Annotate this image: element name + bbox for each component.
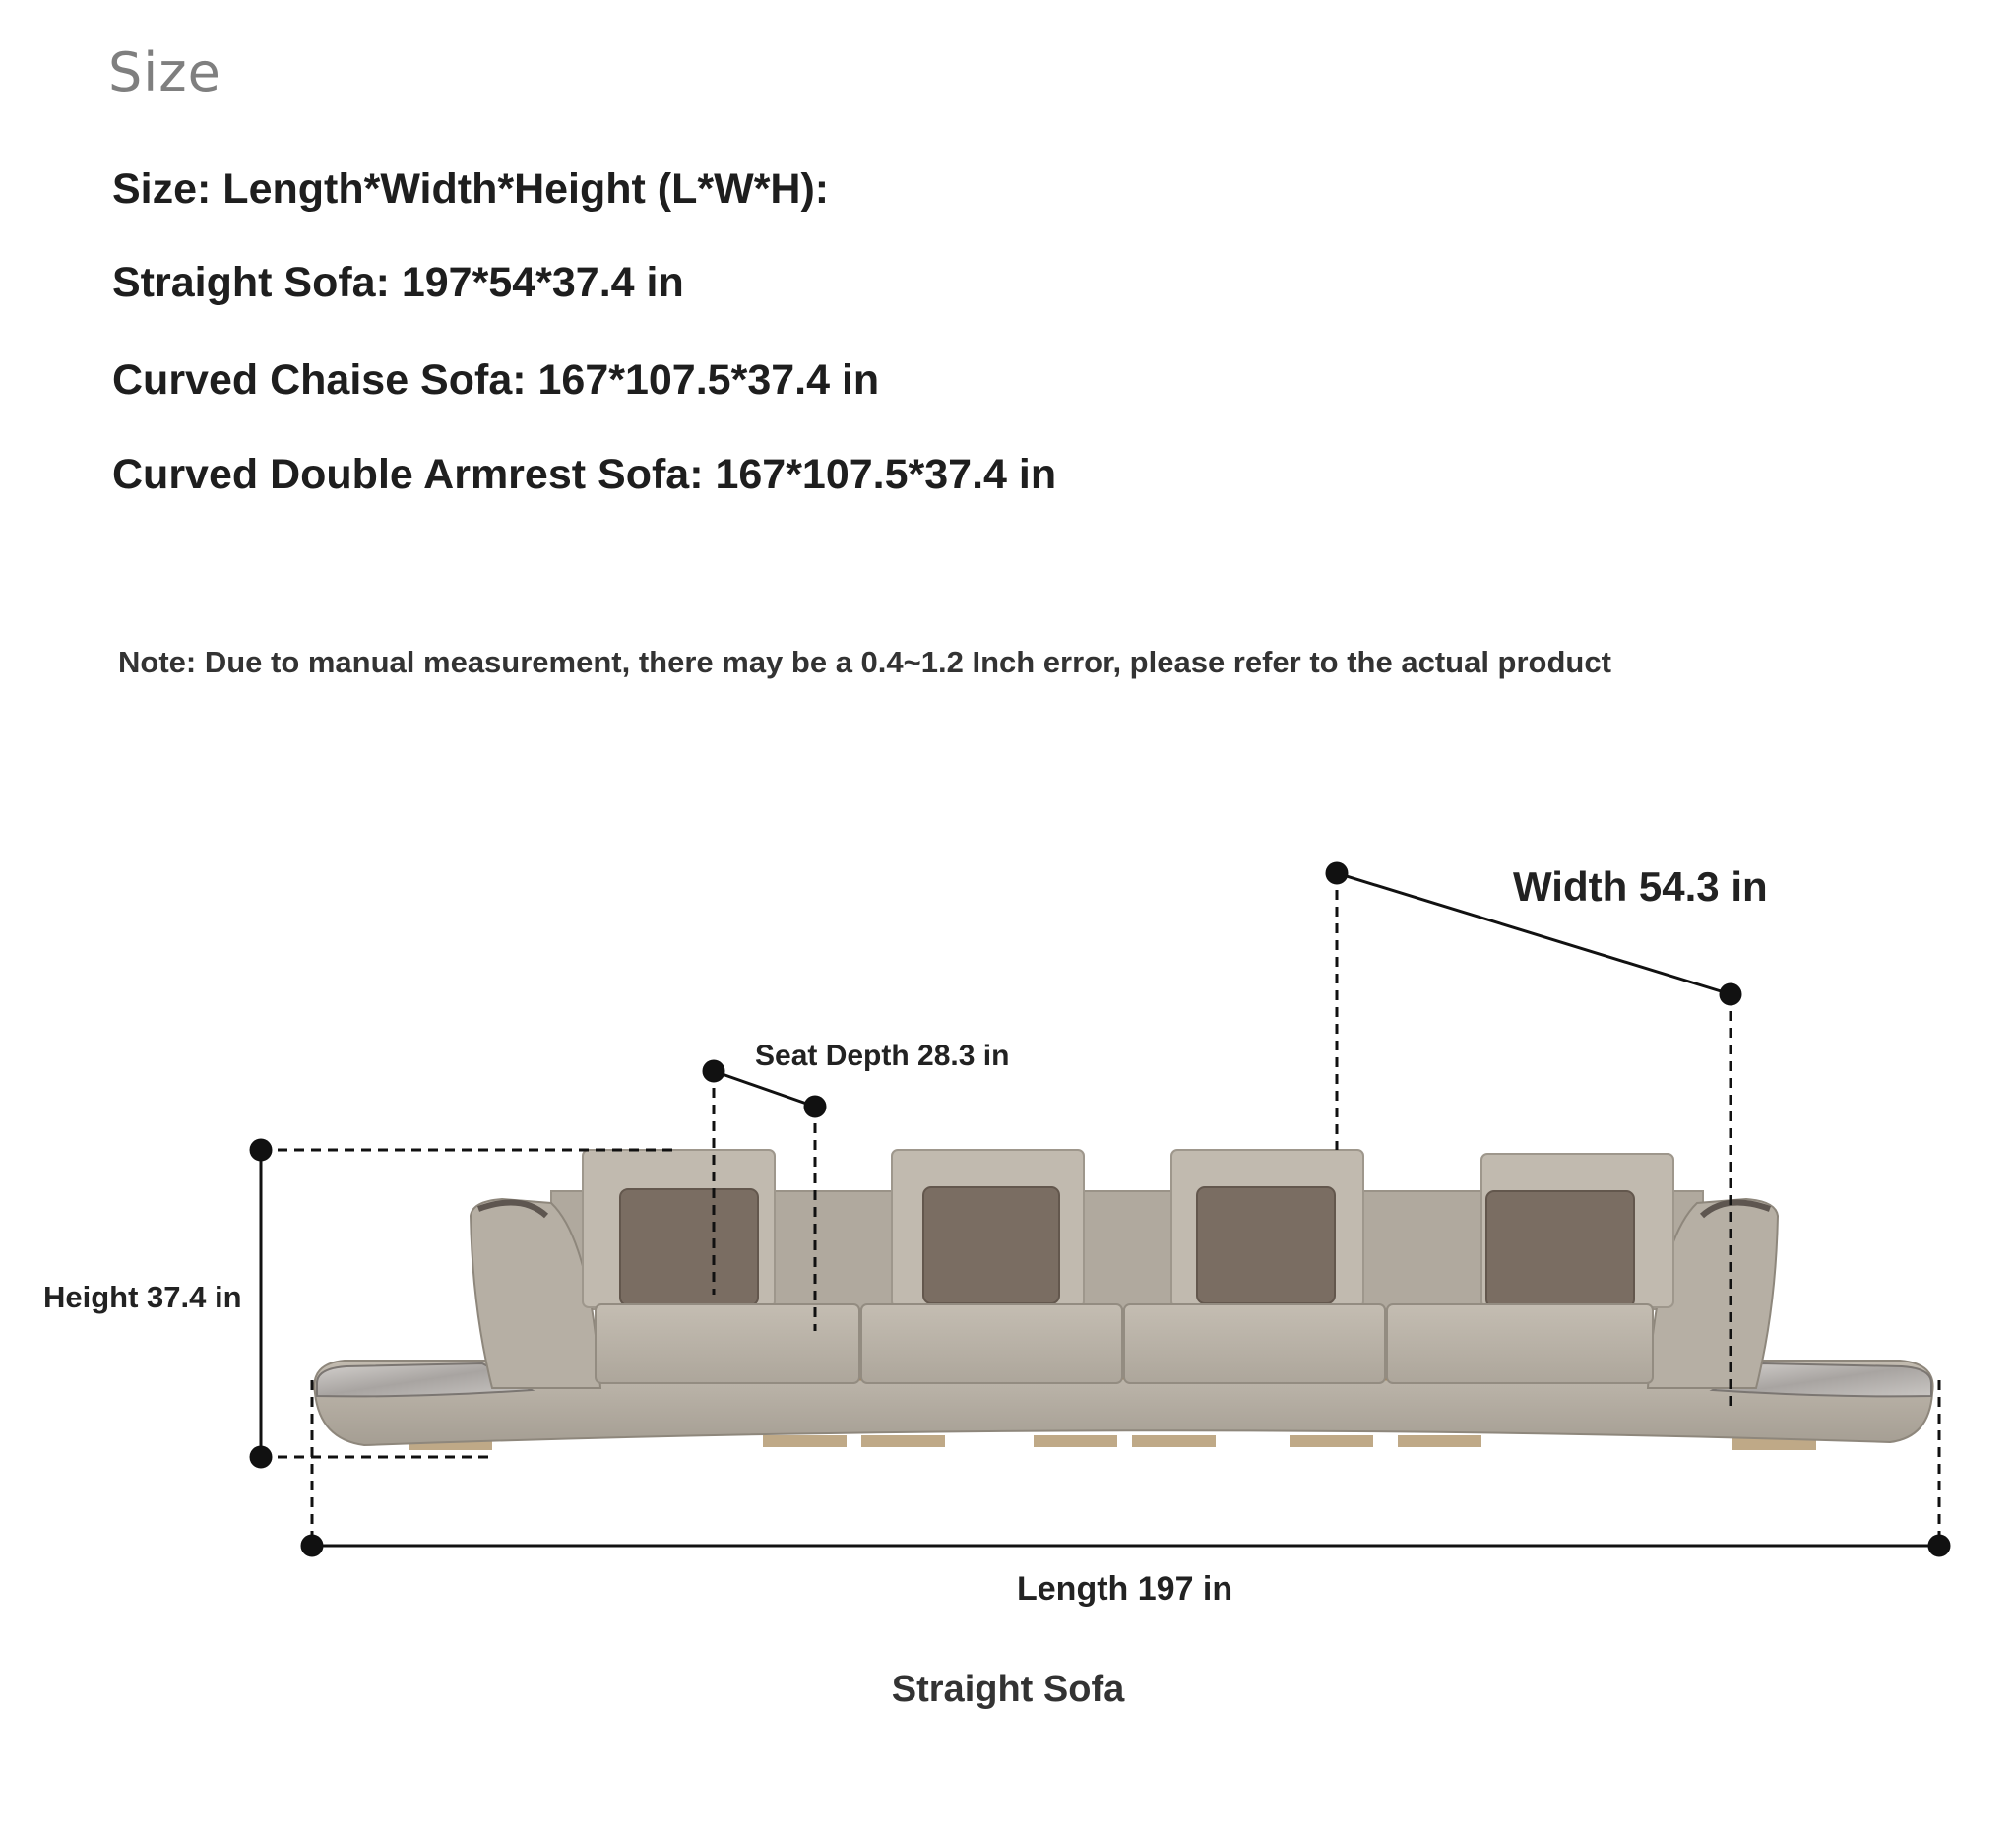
section-title: Size xyxy=(108,41,221,103)
length-marker-start xyxy=(301,1535,323,1556)
sofa-leg xyxy=(1034,1435,1117,1447)
sofa-leg xyxy=(1398,1435,1481,1447)
width-marker-start xyxy=(1326,862,1348,884)
sofa-leg xyxy=(763,1435,847,1447)
throw-pillow xyxy=(923,1187,1059,1303)
seat-depth-label: Seat Depth 28.3 in xyxy=(755,1040,1010,1072)
seat-depth-marker-end xyxy=(804,1096,826,1117)
sofa-leg xyxy=(1290,1435,1373,1447)
spec-straight-sofa: Straight Sofa: 197*54*37.4 in xyxy=(112,259,684,306)
sofa-leg xyxy=(1132,1435,1216,1447)
width-label: Width 54.3 in xyxy=(1513,863,1768,910)
diagram-caption: Straight Sofa xyxy=(891,1669,1125,1710)
throw-pillow xyxy=(620,1189,758,1305)
spec-curved-chaise-sofa: Curved Chaise Sofa: 167*107.5*37.4 in xyxy=(112,356,880,404)
height-label: Height 37.4 in xyxy=(43,1280,242,1314)
seat-cushion xyxy=(861,1304,1122,1383)
measurement-note: Note: Due to manual measurement, there may be a 0.4~1.2 Inch error, please refer to the actual product xyxy=(118,645,1611,679)
height-marker-top xyxy=(250,1139,272,1161)
sofa-illustration xyxy=(314,1150,1932,1450)
seat-cushion xyxy=(1124,1304,1385,1383)
length-label: Length 197 in xyxy=(1017,1570,1233,1608)
throw-pillow xyxy=(1486,1191,1634,1307)
length-marker-end xyxy=(1928,1535,1950,1556)
spec-heading: Size: Length*Width*Height (L*W*H): xyxy=(112,165,830,213)
width-marker-end xyxy=(1720,983,1741,1005)
seat-cushion xyxy=(1387,1304,1653,1383)
spec-curved-double-armrest-sofa: Curved Double Armrest Sofa: 167*107.5*37.4 in xyxy=(112,451,1057,498)
height-marker-bottom xyxy=(250,1446,272,1468)
seat-cushion xyxy=(596,1304,859,1383)
throw-pillow xyxy=(1197,1187,1335,1303)
seat-depth-marker-start xyxy=(703,1060,724,1082)
sofa-leg xyxy=(861,1435,945,1447)
